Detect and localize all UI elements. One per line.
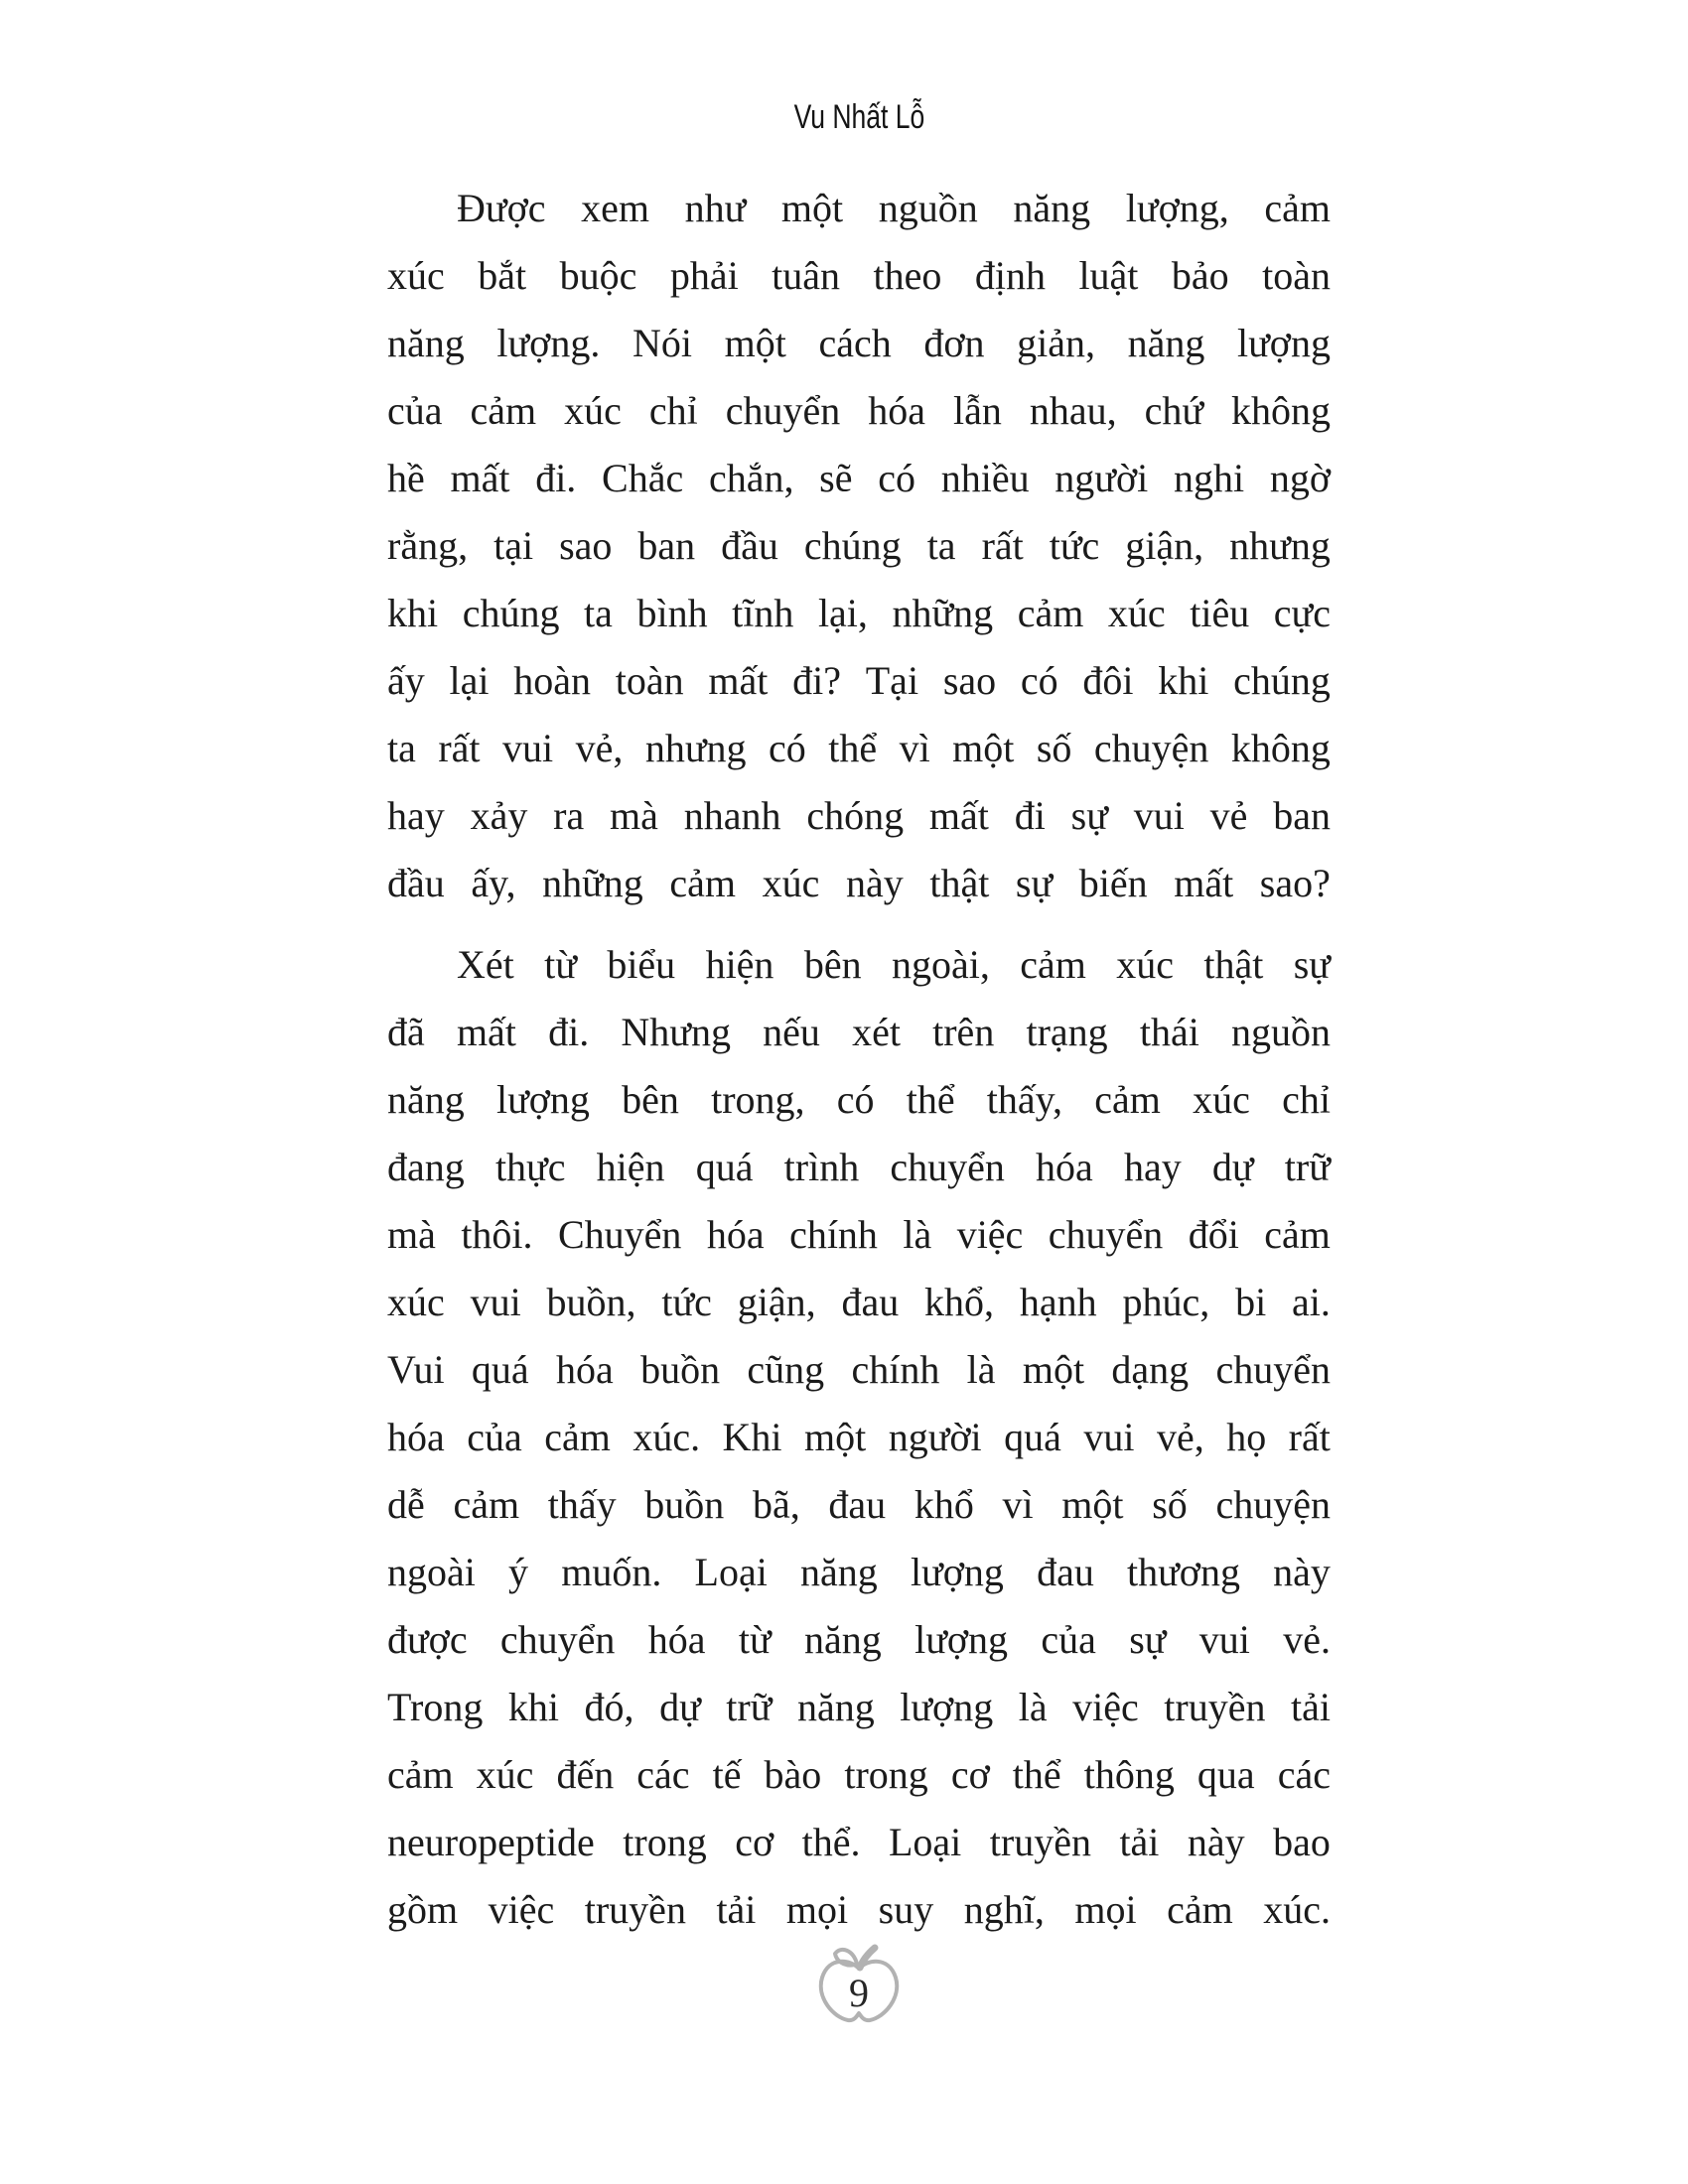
text-line: dễ cảm thấy buồn bã, đau khổ vì một số chuyện xyxy=(387,1482,1331,1527)
text-line: hề mất đi. Chắc chắn, sẽ có nhiều người nghi ngờ xyxy=(387,456,1331,500)
text-line: rằng, tại sao ban đầu chúng ta rất tức giận, nhưng xyxy=(387,523,1331,568)
text-line: hay xảy ra mà nhanh chóng mất đi sự vui vẻ ban xyxy=(387,793,1331,838)
page-header xyxy=(387,97,1331,137)
author-running-head: Vu Nhất Lỗ xyxy=(793,98,924,136)
text-line: ta rất vui vẻ, nhưng có thể vì một số chuyện không xyxy=(387,726,1331,770)
text-line: neuropeptide trong cơ thể. Loại truyền tải này bao xyxy=(387,1820,1331,1864)
text-line: năng lượng bên trong, có thể thấy, cảm xúc chỉ xyxy=(387,1077,1331,1122)
text-line: gồm việc truyền tải mọi suy nghĩ, mọi cảm xúc. xyxy=(387,1887,1331,1932)
text-line: xúc bắt buộc phải tuân theo định luật bảo toàn xyxy=(387,253,1331,298)
text-line: mà thôi. Chuyển hóa chính là việc chuyển đổi cảm xyxy=(387,1212,1331,1257)
text-line: Xét từ biểu hiện bên ngoài, cảm xúc thật sự xyxy=(457,942,1331,987)
text-line: khi chúng ta bình tĩnh lại, những cảm xúc tiêu cực xyxy=(387,591,1331,635)
text-line: đang thực hiện quá trình chuyển hóa hay dự trữ xyxy=(387,1145,1331,1189)
text-line: năng lượng. Nói một cách đơn giản, năng lượng xyxy=(387,321,1331,365)
paragraph-2 xyxy=(387,931,1331,1944)
text-line: cảm xúc đến các tế bào trong cơ thể thông qua các xyxy=(387,1752,1331,1797)
text-line: Trong khi đó, dự trữ năng lượng là việc truyền tải xyxy=(387,1685,1331,1729)
page-number: 9 xyxy=(849,1971,869,2015)
text-line: ấy lại hoàn toàn mất đi? Tại sao có đôi khi chúng xyxy=(387,658,1331,703)
text-line: của cảm xúc chỉ chuyển hóa lẫn nhau, chứ không xyxy=(387,388,1331,433)
page-body xyxy=(387,175,1331,1944)
page-footer xyxy=(387,1942,1331,2031)
text-line: đã mất đi. Nhưng nếu xét trên trạng thái nguồn xyxy=(387,1010,1331,1054)
text-line: xúc vui buồn, tức giận, đau khổ, hạnh phúc, bi ai. xyxy=(387,1280,1331,1324)
text-line: được chuyển hóa từ năng lượng của sự vui vẻ. xyxy=(387,1617,1331,1662)
text-line: ngoài ý muốn. Loại năng lượng đau thương này xyxy=(387,1550,1331,1594)
page-number-badge xyxy=(811,1942,907,2029)
text-line: hóa của cảm xúc. Khi một người quá vui vẻ, họ rất xyxy=(387,1415,1331,1459)
text-line: Vui quá hóa buồn cũng chính là một dạng chuyển xyxy=(387,1347,1331,1392)
paragraph-1 xyxy=(387,175,1331,917)
text-line: đầu ấy, những cảm xúc này thật sự biến mất sao? xyxy=(387,861,1331,905)
text-line: Được xem như một nguồn năng lượng, cảm xyxy=(457,186,1331,230)
